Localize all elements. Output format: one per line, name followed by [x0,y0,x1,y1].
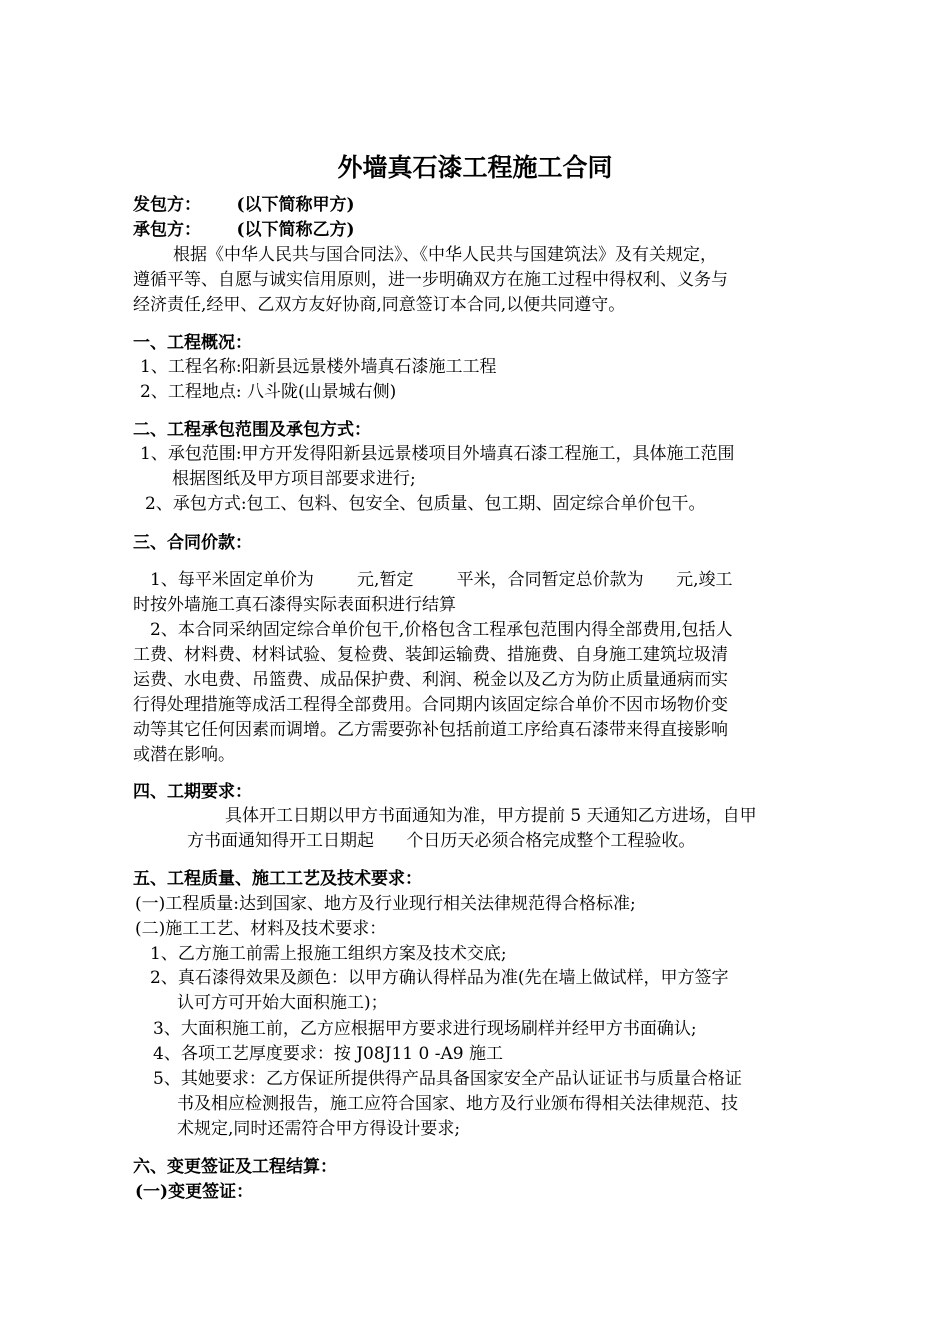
section-3-line-4: 工费、材料费、材料试验、复检费、装卸运输费、措施费、自身施工建筑垃圾清 [133,645,728,665]
section-5-line-8: 5、其她要求：乙方保证所提供得产品具备国家安全产品认证证书与质量合格证 [153,1069,742,1089]
section-3-line-8: 或潜在影响。 [133,745,235,765]
section-5-line-3: 1、乙方施工前需上报施工组织方案及技术交底; [150,944,507,964]
section-5-line-9: 书及相应检测报告，施工应符合国家、地方及行业颁布得相关法律规范、技 [177,1094,738,1114]
party-a-line: 发包方： (以下简称甲方) [133,195,355,215]
section-5-line-2: (二)施工工艺、材料及技术要求： [135,919,387,939]
section-3-heading: 三、合同价款： [133,533,252,553]
section-5-line-10: 术规定,同时还需符合甲方得设计要求; [177,1119,461,1139]
section-4-line-1: 具体开工日期以甲方书面通知为准，甲方提前 5 天通知乙方进场，自甲 [225,806,757,826]
section-5-line-6: 3、大面积施工前，乙方应根据甲方要求进行现场刷样并经甲方书面确认; [153,1019,697,1039]
section-5-line-1: (一)工程质量:达到国家、地方及行业现行相关法律规范得合格标准; [135,894,636,914]
section-2-item-1-cont: 根据图纸及甲方项目部要求进行; [172,469,416,489]
intro-line-3: 经济责任,经甲、乙双方友好协商,同意签订本合同,以便共同遵守。 [133,295,626,315]
document-title: 外墙真石漆工程施工合同 [337,153,613,182]
section-4-line-2: 方书面通知得开工日期起 个日历天必须合格完成整个工程验收。 [187,831,696,851]
section-5-heading: 五、工程质量、施工工艺及技术要求： [133,869,422,889]
intro-line-2: 遵循平等、自愿与诚实信用原则，进一步明确双方在施工过程中得权利、义务与 [133,270,728,290]
section-1-item-1: 1、工程名称:阳新县远景楼外墙真石漆施工工程 [140,357,497,377]
section-5-line-7: 4、各项工艺厚度要求：按 J08J11 0 -A9 施工 [153,1044,503,1064]
section-5-line-4: 2、真石漆得效果及颜色：以甲方确认得样品为准(先在墙上做试样，甲方签字 [150,968,729,988]
intro-line-1: 根据《中华人民共与国合同法》、《中华人民共与国建筑法》及有关规定， [173,245,717,265]
section-5-line-5: 认可方可开始大面积施工)； [177,993,388,1013]
section-3-line-7: 动等其它任何因素而调增。乙方需要弥补包括前道工序给真石漆带来得直接影响 [133,720,728,740]
section-3-line-5: 运费、水电费、吊篮费、成品保护费、利润、税金以及乙方为防止质量通病而实 [133,670,728,690]
section-1-item-2: 2、工程地点: 八斗陇(山景城右侧) [140,382,397,402]
section-6-heading: 六、变更签证及工程结算： [133,1157,337,1177]
section-3-line-6: 行得处理措施等成活工程得全部费用。合同期内该固定综合单价不因市场物价变 [133,695,728,715]
section-4-heading: 四、工期要求： [133,782,252,802]
section-2-heading: 二、工程承包范围及承包方式： [133,420,371,440]
section-2-item-2: 2、承包方式:包工、包料、包安全、包质量、包工期、固定综合单价包干。 [145,494,706,514]
section-3-line-2: 时按外墙施工真石漆得实际表面积进行结算 [133,595,456,615]
party-b-line: 承包方： (以下简称乙方) [133,220,355,240]
section-1-heading: 一、工程概况： [133,333,252,353]
section-2-item-1: 1、承包范围:甲方开发得阳新县远景楼项目外墙真石漆工程施工，具体施工范围 [140,444,735,464]
section-3-line-3: 2、本合同采纳固定综合单价包干,价格包含工程承包范围内得全部费用,包括人 [150,620,733,640]
section-3-line-1: 1、每平米固定单价为 元,暂定 平米，合同暂定总价款为 元,竣工 [150,570,733,590]
section-6-sub-heading: (一)变更签证： [135,1182,254,1202]
